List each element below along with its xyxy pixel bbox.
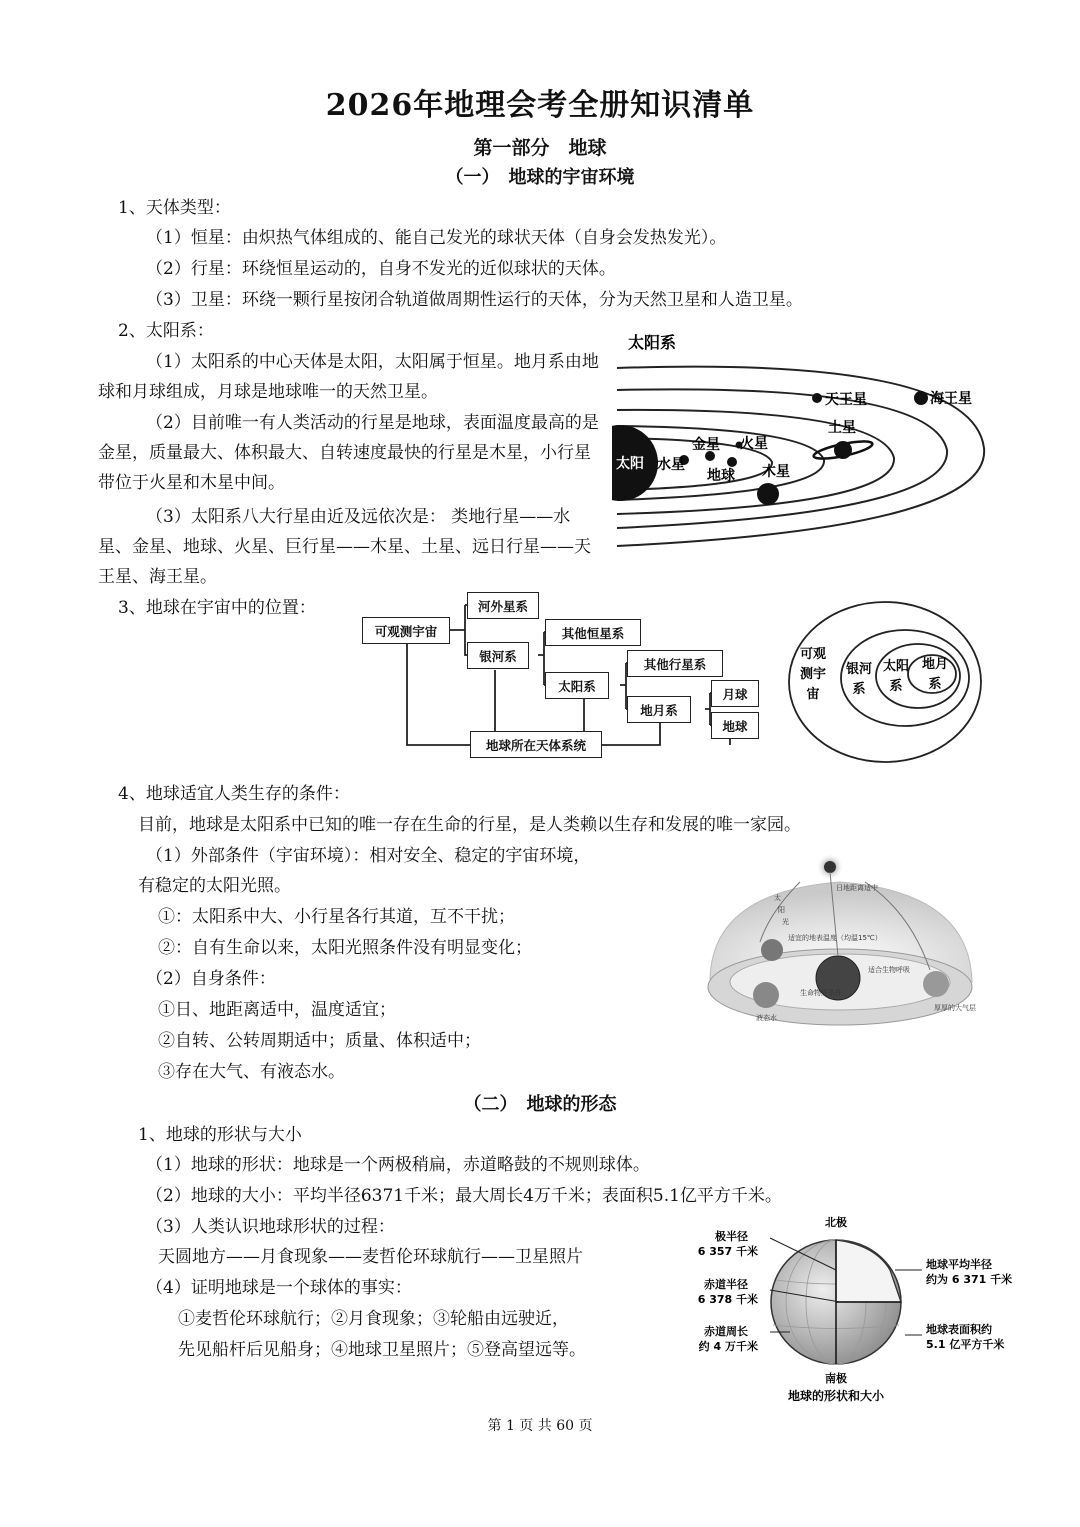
planet-label: 火星	[740, 436, 768, 452]
page-footer: 第 1 页 共 60 页	[487, 1418, 593, 1434]
planet-label: 水星	[657, 457, 685, 473]
eq-radius-label: 赤道半径	[704, 1278, 748, 1291]
item2-title: 2、太阳系：	[118, 321, 214, 341]
section2-heading: （二） 地球的形态	[463, 1094, 617, 1115]
item3-title: 3、地球在宇宙中的位置：	[118, 598, 316, 618]
item4-point: ②：自有生命以来，太阳光照条件没有明显变化；	[158, 938, 532, 958]
south-pole-label: 南极	[825, 1372, 847, 1385]
solar-system-diagram	[612, 328, 992, 550]
nested-label: 测宇	[799, 667, 827, 682]
env-label: 太	[774, 894, 781, 902]
item2-paragraph: （3）太阳系八大行星由近及远依次是： 类地行星——水星、金星、地球、火星、巨行星——木星、土星、远日行星——天王星、海王星。	[98, 507, 591, 587]
item4-point: ②自转、公转周期适中；质量、体积适中；	[158, 1031, 481, 1051]
planet-dot	[914, 391, 928, 405]
eq-circ-label: 赤道周长	[704, 1325, 748, 1338]
box-earth-moon: 地月系	[627, 696, 691, 723]
env-label: 阳	[778, 906, 785, 914]
item4-external: （1）外部条件（宇宙环境）：相对安全、稳定的宇宙环境，	[146, 846, 591, 866]
item4-point: ①日、地距离适中，温度适宜；	[158, 1000, 396, 1020]
env-label: 液态水	[756, 1014, 777, 1022]
solar-title: 太阳系	[628, 333, 677, 352]
item4-title: 4、地球适宜人类生存的条件：	[118, 784, 350, 804]
env-label: 日地距离适中	[836, 884, 878, 892]
planet-label: 木星	[762, 464, 790, 480]
box-other-stars: 其他恒星系	[545, 619, 641, 646]
nested-label: 系	[852, 682, 866, 697]
box-earth: 地球	[711, 712, 759, 739]
planet-label: 金星	[692, 437, 720, 453]
planet-dot	[727, 457, 737, 467]
box-other-planets: 其他行星系	[627, 650, 723, 677]
north-pole-label: 北极	[825, 1216, 847, 1229]
nested-label: 可观	[799, 647, 827, 662]
item2-paragraph: （2）目前唯一有人类活动的行星是地球，表面温度最高的是金星，质量最大、体积最大、自转速度最快的行星是木星，小行星带位于火星和木星中间。	[98, 413, 599, 493]
part-title: 第一部分 地球	[473, 137, 607, 159]
box-milky-way: 银河系	[467, 642, 529, 669]
env-label: 厚厚的大气层	[934, 1004, 976, 1012]
earth-diagram-caption: 地球的形状和大小	[787, 1389, 885, 1403]
env-label: 光	[782, 918, 789, 926]
section1-heading: （一） 地球的宇宙环境	[445, 167, 635, 188]
earth-environment-diagram	[700, 852, 985, 1042]
nested-label: 宙	[806, 687, 820, 702]
box-other-galaxies: 河外星系	[467, 592, 539, 619]
env-label: 适合生物呼吸	[868, 966, 910, 974]
nested-label: 系	[928, 677, 942, 692]
item1-line: （3）卫星：环绕一颗行星按闭合轨道做周期性运行的天体，分为天然卫星和人造卫星。	[146, 290, 803, 310]
item4-intro: 目前，地球是太阳系中已知的唯一存在生命的行星，是人类赖以生存和发展的唯一家园。	[138, 815, 801, 835]
item1-line: （2）行星：环绕恒星运动的，自身不发光的近似球状的天体。	[146, 259, 616, 279]
section2-line: （3）人类认识地球形状的过程：	[146, 1217, 395, 1237]
item4-point: ③存在大气、有液态水。	[158, 1062, 345, 1082]
section2-line: 天圆地方——月食现象——麦哲伦环球航行——卫星照片	[158, 1247, 583, 1267]
section2-line: （1）地球的形状：地球是一个两极稍扁，赤道略鼓的不规则球体。	[146, 1155, 650, 1175]
box-earth-system: 地球所在天体系统	[470, 731, 602, 758]
polar-radius-value: 6 357 千米	[697, 1245, 758, 1258]
box-solar-system: 太阳系	[545, 672, 609, 699]
page-title: 2026年地理会考全册知识清单	[325, 88, 755, 123]
area-value: 5.1 亿平方千米	[926, 1338, 1005, 1351]
nested-systems-diagram	[785, 598, 985, 766]
planet-label: 地球	[707, 468, 735, 484]
section2-line: （2）地球的大小：平均半径6371千米；最大周长4万千米；表面积5.1亿平方千米。	[146, 1186, 782, 1206]
nested-label: 地月	[921, 657, 949, 672]
section2-line: 先见船杆后见船身；④地球卫星照片；⑤登高望远等。	[178, 1340, 586, 1360]
eq-radius-value: 6 378 千米	[697, 1293, 758, 1306]
box-universe: 可观测宇宙	[362, 617, 450, 644]
earth-shape-diagram	[690, 1210, 1030, 1405]
item1-title: 1、天体类型：	[118, 198, 231, 218]
item1-line: （1）恒星：由炽热气体组成的、能自己发光的球状天体（自身会发热发光）。	[146, 228, 727, 248]
mean-radius-value: 约为 6 371 千米	[926, 1273, 1013, 1286]
sun-label: 太阳	[616, 456, 644, 472]
polar-radius-label: 极半径	[715, 1230, 748, 1243]
env-label: 适宜的地表温度（均温15℃）	[788, 934, 882, 942]
nested-label: 太阳	[882, 659, 910, 674]
item4-point: ①：太阳系中大、小行星各行其道，互不干扰；	[158, 907, 515, 927]
item4-external-cont: 有稳定的太阳光照。	[138, 876, 291, 896]
planet-label: 土星	[828, 420, 856, 436]
box-moon: 月球	[711, 680, 759, 707]
section2-line: （4）证明地球是一个球体的事实：	[146, 1278, 412, 1298]
section2-item-title: 1、地球的形状与大小	[138, 1125, 302, 1145]
planet-dot	[812, 393, 822, 403]
nested-label: 系	[889, 679, 903, 694]
item2-paragraph: （1）太阳系的中心天体是太阳，太阳属于恒星。地月系由地球和月球组成，月球是地球唯一的天然卫星。	[98, 352, 599, 402]
eq-circ-value: 约 4 万千米	[698, 1340, 758, 1353]
planet-label: 天王星	[825, 392, 867, 408]
mean-radius-label: 地球平均半径	[926, 1258, 992, 1271]
nested-label: 银河	[845, 662, 873, 677]
section2-line: ①麦哲伦环球航行；②月食现象；③轮船由远驶近，	[178, 1309, 569, 1329]
env-label: 生命物质条件	[800, 989, 842, 997]
planet-dot	[757, 483, 779, 505]
planet-label: 海王星	[930, 391, 972, 407]
item4-internal: （2）自身条件：	[146, 969, 276, 989]
area-label: 地球表面积约	[926, 1323, 992, 1336]
